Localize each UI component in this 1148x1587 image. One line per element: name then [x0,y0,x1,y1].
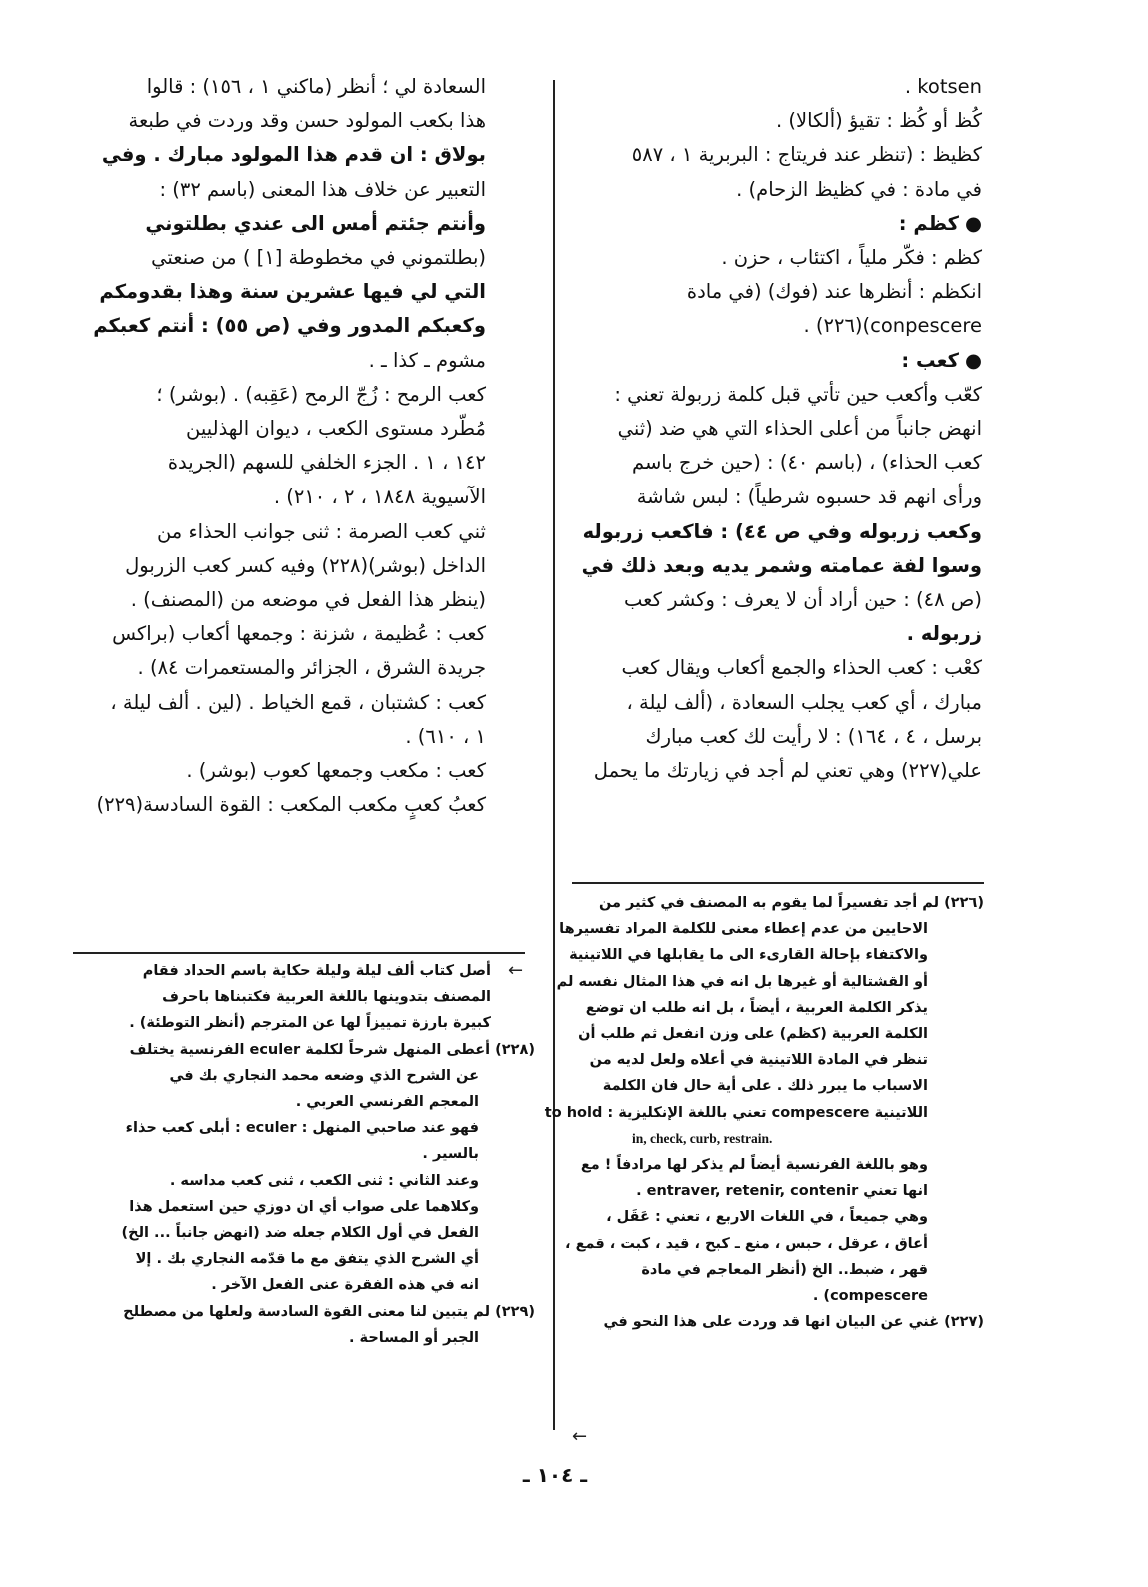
text-line [76,617,486,651]
line-text: وكعبكم المدور وفي (ص ٥٥) : أنتم كعبكم [93,314,486,338]
line-text: زربوله . [906,622,982,646]
line-text: ورأى انهم قد حسبوه شرطياً) : لبس شاشة [636,485,982,509]
line-text: كعّب وأكعب حين تأتي قبل كلمة زربولة تعني : [614,382,982,406]
footnote-divider-left [73,952,525,954]
text-line [76,583,486,617]
line-text: كظم : [898,211,959,235]
footnote-line: الفعل في أول الكلام جعله ضد (انهض جانباً ... الخ) [121,1225,479,1242]
text-line [572,686,982,720]
line-text: برسل ، ٤ ، ١٦٤) : لا رأيت لك كعب مبارك [645,724,982,748]
line-text: وسوا لفة عمامته وشمر يديه وبعد ذلك في [581,553,982,577]
text-line [572,207,982,241]
line-text: الداخل (بوشر)(٢٢٨) وفيه كسر كعب الزربول [125,553,486,577]
footnote-line: انها تعني entraver, retenir, contenir . [636,1183,928,1200]
line-text: ١ ، ٦١٠) . [405,724,486,748]
footnote-line: أي الشرح الذي يتفق مع ما قدّمه النجاري بك . إلا [135,1251,479,1268]
text-line [572,583,982,617]
text-line [572,309,982,343]
line-text: (ص ٤٨) : حين أراد أن لا يعرف : وكشر كعب [624,588,982,612]
footnote-line: أعاق ، عرقل ، حبس ، منع ـ كبح ، قيد ، كبت ، قمع ، [565,1235,928,1252]
footnote-start: (٢٢٦) لم أجد تفسيراً لما يقوم به المصنف في كثير من [598,895,984,911]
footnote-line: والاكتفاء بإحالة القارىء الى ما يقابلها في اللاتينية [569,947,928,964]
line-text: وكعب زربوله وفي ص ٤٤) : فاكعب زربوله [582,519,982,543]
right-column [572,70,982,788]
line-text: الآسيوية ١٨٤٨ ، ٢ ، ٢١٠) . [273,485,486,509]
footnotes-right [544,890,984,1335]
footnote-line: وهي جميعاً ، في اللغات الاربع ، تعني : عَقَل ، [606,1209,928,1226]
footnote-divider-right [572,882,984,884]
text-line [76,104,486,138]
line-text: كُظ أو كُظ : تقيؤ (ألكالا) . [775,109,982,133]
line-text: كعب الرمح : زُجّ الرمح (عَقِبه) . (بوشر) ؛ [156,382,486,406]
text-line [572,104,982,138]
page-number: ـ ١٠٤ ـ [522,1463,588,1487]
text-line [76,173,486,207]
line-text: مُطّرد مستوى الكعب ، ديوان الهذليين [186,417,486,441]
line-text: كعب : مكعب وجمعها كعوب (بوشر) . [186,759,486,783]
line-text: كعب : [901,348,959,372]
line-text: kotsen . [904,75,982,98]
footnote-line: اللاتينية compescere تعني باللغة الإنكليزية : to hold [544,1104,928,1121]
footnote-line: انه في هذه الفقرة عنى الفعل الآخر . [211,1277,479,1294]
text-line [572,275,982,309]
column-divider [553,80,555,1430]
left-column [76,70,486,822]
footnote-start: (٢٢٨) أعطى المنهل شرحاً لكلمة eculer الفرنسية يختلف [129,1041,535,1058]
text-line [76,378,486,412]
text-line [572,617,982,651]
footnote-start: (٢٢٧) غني عن البيان انها قد وردت على هذا النحو في [603,1314,984,1331]
line-text: التي لي فيها عشرين سنة وهذا بقدومكم [99,280,486,304]
footnote-line: قهر ، ضبط.. الخ (أنظر المعاجم في مادة [641,1261,928,1278]
line-text: conpescere)(٢٢٦) . [803,314,982,338]
footnotes-left [73,958,535,1351]
footnote-line: وكلاهما على صواب أي ان دوزي حين استعمل هذا [129,1198,479,1215]
text-line [572,378,982,412]
text-line [572,720,982,754]
footnote-line: أصل كتاب ألف ليلة وليلة حكاية باسم الحداد فقام [142,963,491,979]
footnote-line: أو القشتالية أو غيرها بل انه في هذا المثال نفسه لم [556,973,928,990]
bullet-icon: ● [964,211,982,235]
line-text: مشوم ـ كذا ـ . [368,348,486,372]
text-line [572,446,982,480]
footnote-line: عن الشرح الذي وضعه محمد النجاري بك في [169,1067,479,1084]
line-text: مبارك ، أي كعب يجلب السعادة ، (ألف ليلة ، [626,690,982,714]
text-line [572,412,982,446]
continuation-arrow-icon-bottom: ← [572,1426,588,1447]
text-line [572,754,982,788]
line-text: (بطلتموني في مخطوطة [١] ) من صنعتي [151,246,486,270]
text-line [76,138,486,172]
text-line [76,70,486,104]
line-text: ١٤٢ ، ١ . الجزء الخلفي للسهم (الجريدة [167,451,486,475]
text-line [76,207,486,241]
text-line [76,309,486,343]
line-text: كعب الحذاء) ، (باسم ٤٠) : (حين خرج باسم [631,451,982,475]
footnote-line: تنظر في المادة اللاتينية في أعلاه ولعل لديه من [589,1052,928,1069]
line-text: انهض جانباً من أعلى الحذاء التي هي ضد (ثني [617,417,982,441]
footnote-line: in, check, curb, restrain. [632,1130,773,1146]
footnote-line: compescere) . [812,1288,928,1305]
line-text: كعب : عُظيمة ، شزنة : وجمعها أكعاب (براكس [112,622,486,646]
line-text: السعادة لي ؛ أنظر (ماكني ١ ، ١٥٦) : قالوا [146,75,486,98]
text-line [76,549,486,583]
footnote-line: كبيرة بارزة تمييزاً لها عن المترجم (أنظر التوطئة) . [129,1015,491,1032]
footnote-line: وهو باللغة الفرنسية أيضاً لم يذكر لها مرادفاً ! مع [580,1157,928,1174]
line-text: كعبُ كعبٍ مكعب المكعب : القوة السادسة(٢٢٩) [96,793,486,817]
line-text: بولاق : ان قدم هذا المولود مبارك . وفي [101,143,486,167]
text-line [76,788,486,822]
footnote-line: بالسير . [422,1146,479,1163]
line-text: هذا بكعب المولود حسن وقد وردت في طبعة [128,109,486,133]
text-line [76,515,486,549]
footnote-line: المصنف بتدوينها باللغة العربية فكتبناها باحرف [162,989,491,1006]
text-line [76,344,486,378]
text-line [76,275,486,309]
footnote-line: يذكر الكلمة العربية ، أيضاً ، بل انه طلب ان توضع [585,999,928,1016]
text-line [572,480,982,514]
footnote-line: الجبر أو المساحة . [348,1329,479,1346]
line-text: وأنتم جئتم أمس الى عندي بطلتوني [145,211,486,235]
text-line [572,515,982,549]
text-line [76,480,486,514]
footnote-line: المعجم الفرنسي العربي . [295,1094,479,1111]
line-text: التعبير عن خلاف هذا المعنى (باسم ٣٢) : [159,177,486,201]
line-text: كعْب : كعب الحذاء والجمع أكعاب ويقال كعب [621,656,982,680]
text-line [572,173,982,207]
line-text: كعب : كشتبان ، قمع الخياط . (لين . ألف ليلة ، [110,690,486,714]
line-text: كظيظ : (تنظر عند فريتاج : البربرية ١ ، ٥٨٧ [631,143,982,167]
line-text: (ينظر هذا الفعل في موضعه من (المصنف) . [130,588,486,612]
text-line [572,70,982,104]
bullet-icon: ● [964,348,982,372]
line-text: جريدة الشرق ، الجزائر والمستعمرات ٨٤) . [137,656,486,680]
footnote-start: (٢٢٩) لم يتبين لنا معنى القوة السادسة ولعلها من مصطلح [123,1303,535,1320]
text-line [76,651,486,685]
text-line [572,138,982,172]
line-text: كظم : فكّر ملياً ، اكتئاب ، حزن . [721,246,982,270]
text-line [572,549,982,583]
text-line [76,241,486,275]
text-line [76,720,486,754]
line-text: علي(٢٢٧) وهي تعني لم أجد في زيارتك ما يحمل [593,759,982,783]
text-line [76,754,486,788]
text-line [572,241,982,275]
line-text: في مادة : في كظيظ الزحام) . [736,177,982,201]
footnote-line: الاحايين من عدم إعطاء معنى للكلمة المراد تفسيرها [559,921,928,938]
line-text: انكظم : أنظرها عند (فوك) (في مادة [686,280,982,304]
footnote-line: وعند الثاني : ثنى الكعب ، ثنى كعب مداسه . [169,1172,479,1189]
footnote-line: فهو عند صاحبي المنهل : eculer : أبلى كعب حذاء [125,1120,479,1137]
line-text: ثني كعب الصرمة : ثنى جوانب الحذاء من [156,519,486,543]
text-line [76,686,486,720]
text-line [76,446,486,480]
continuation-arrow-icon: ← [508,960,524,981]
footnote-line: الاسباب ما يبرر ذلك . على أية حال فان الكلمة [602,1078,928,1095]
text-line [76,412,486,446]
text-line [572,344,982,378]
text-line [572,651,982,685]
footnote-line: الكلمة العربية (كظم) على وزن انفعل ثم طلب أن [578,1026,928,1043]
